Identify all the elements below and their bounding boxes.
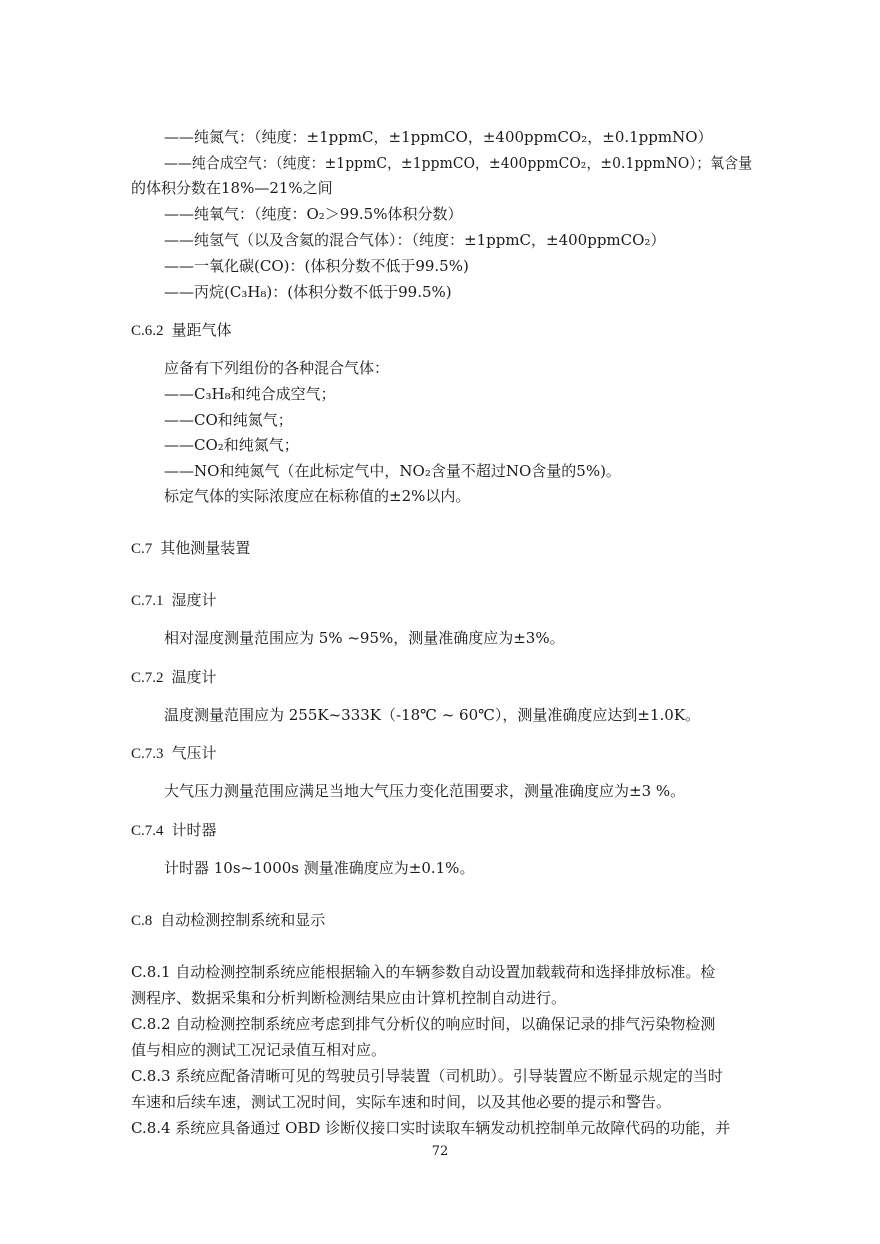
section-number: C.7.3: [131, 746, 164, 762]
section-heading-c8: [131, 910, 325, 931]
section-title: 湿度计: [171, 591, 217, 609]
section-title: 自动检测控制系统和显示: [160, 911, 326, 929]
paragraph-line: ——CO₂和纯氮气；: [164, 436, 299, 454]
paragraph-line: 大气压力测量范围应满足当地大气压力变化范围要求，测量准确度应为±3 %。: [164, 782, 686, 800]
section-heading-c7: [131, 538, 250, 559]
gas-list-item: ——纯氢气（以及含氦的混合气体）：（纯度：±1ppmC，±400ppmCO₂）: [164, 231, 666, 249]
paragraph-line: 测程序、数据采集和分析判断检测结果应由计算机控制自动进行。: [131, 989, 567, 1007]
paragraph-line: 值与相应的测试工况记录值互相对应。: [131, 1041, 387, 1059]
gas-list-item: ——纯氧气：（纯度：O₂＞99.5%体积分数）: [164, 205, 463, 223]
section-heading-c71: [131, 590, 217, 611]
paragraph-line: C.8.1 自动检测控制系统应能根据输入的车辆参数自动设置加载载荷和选择排放标准。检: [131, 963, 716, 981]
gas-list-item: ——一氧化碳(CO)：(体积分数不低于99.5%): [164, 257, 469, 275]
section-number: C.7.1: [131, 593, 164, 609]
paragraph-line: ——NO和纯氮气（在此标定气中，NO₂含量不超过NO含量的5%)。: [164, 462, 621, 480]
paragraph-line: C.8.3 系统应配备清晰可见的驾驶员引导装置（司机助）。引导装置应不断显示规定的当时: [131, 1067, 723, 1085]
paragraph-line: 车速和后续车速，测试工况时间，实际车速和时间，以及其他必要的提示和警告。: [131, 1093, 672, 1111]
section-title: 气压计: [171, 744, 217, 762]
section-title: 其他测量装置: [160, 539, 251, 557]
gas-list-item: ——丙烷(C₃H₈)：(体积分数不低于99.5%): [164, 283, 452, 301]
section-number: C.8: [131, 913, 153, 929]
paragraph-line: 计时器 10s~1000s 测量准确度应为±0.1%。: [164, 859, 475, 877]
section-number: C.7.2: [131, 670, 164, 686]
paragraph-line: ——C₃H₈和纯合成空气；: [164, 385, 336, 403]
gas-list-item-continued: 的体积分数在18%—21%之间: [131, 179, 333, 197]
section-heading-c74: [131, 820, 217, 841]
paragraph-line: ——CO和纯氮气；: [164, 411, 293, 429]
paragraph-line: 相对湿度测量范围应为 5% ~95%，测量准确度应为±3%。: [164, 629, 565, 647]
paragraph-line: 应备有下列组份的各种混合气体：: [164, 359, 390, 377]
paragraph-line: C.8.4 系统应具备通过 OBD 诊断仪接口实时读取车辆发动机控制单元故障代码的功能，并: [131, 1119, 731, 1137]
section-title: 温度计: [171, 668, 217, 686]
section-title: 量距气体: [171, 321, 232, 339]
paragraph-line: C.8.2 自动检测控制系统应考虑到排气分析仪的响应时间，以确保记录的排气污染物检测: [131, 1015, 716, 1033]
gas-list-item: ——纯氮气：（纯度：±1ppmC，±1ppmCO，±400ppmCO₂，±0.1ppmNO）: [164, 128, 713, 146]
section-number: C.6.2: [131, 323, 164, 339]
section-number: C.7: [131, 541, 153, 557]
page-number: 72: [431, 1144, 449, 1159]
paragraph-line: 温度测量范围应为 255K~333K（-18℃ ~ 60℃），测量准确度应达到±1.0K。: [164, 706, 701, 724]
section-title: 计时器: [171, 821, 217, 839]
gas-list-item: ——纯合成空气：（纯度：±1ppmC，±1ppmCO，±400ppmCO₂，±0.1ppmNO）；氧含量: [164, 154, 753, 172]
section-heading-c72: [131, 667, 217, 688]
section-number: C.7.4: [131, 823, 164, 839]
section-heading-c73: [131, 743, 217, 764]
paragraph-line: 标定气体的实际浓度应在标称值的±2%以内。: [164, 487, 471, 505]
section-heading-c62: [131, 320, 232, 341]
